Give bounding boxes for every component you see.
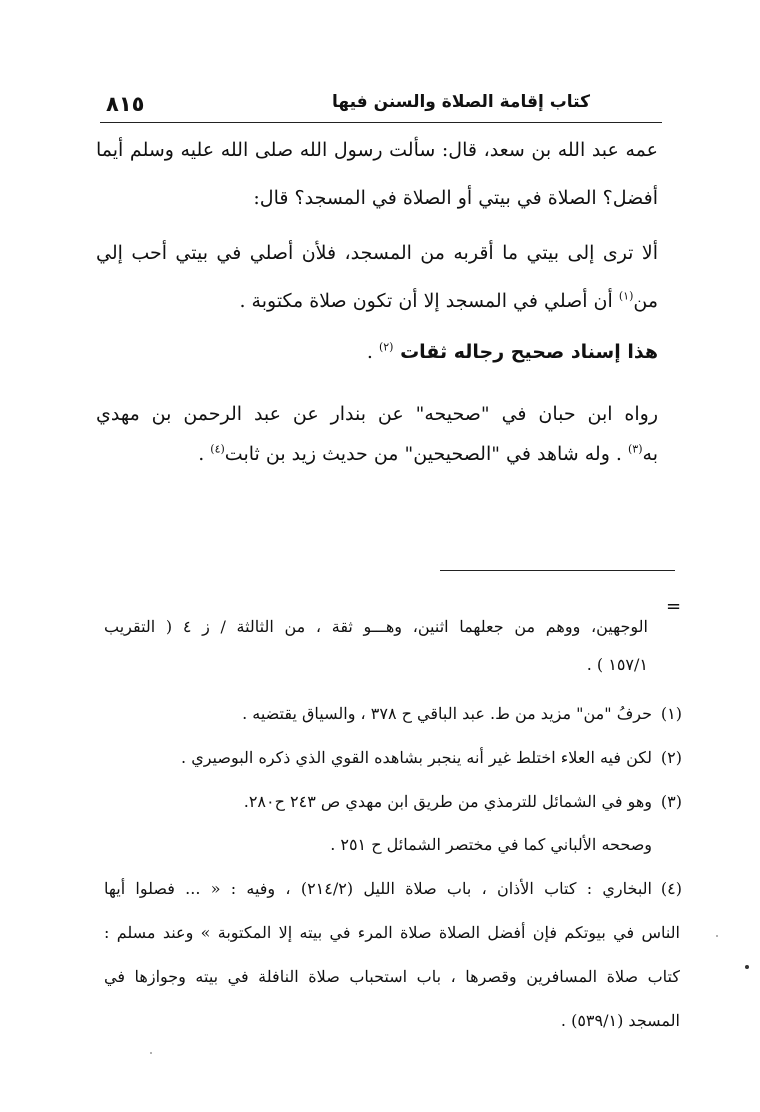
page-number: ٨١٥ xyxy=(106,92,145,116)
footnote-2-text: لكن فيه العلاء اختلط غير أنه ينجبر بشاهده القوي الذي ذكره البوصيري . xyxy=(181,748,652,767)
para2-line2-start: من xyxy=(633,290,658,312)
scan-speck xyxy=(716,935,718,937)
footnote-4-line1: البخاري : كتاب الأذان ، باب صلاة الليل (٢١٤/٢) ، وفيه : « ... فصلوا أيها xyxy=(104,879,653,898)
footnote-separator xyxy=(440,570,675,571)
para3-line2-end: . xyxy=(198,443,211,465)
continuation-line1: الوجهين، ووهم من جعلهما اثنين، وهـــو ثقة ، من الثالثة / ز ٤ ( التقريب xyxy=(104,617,648,636)
footnote-3-line1: وهو في الشمائل للترمذي من طريق ابن مهدي ص ٢٤٣ ح٢٨٠. xyxy=(243,792,652,811)
footnote-4-number: (٤) xyxy=(660,879,682,898)
footnote-ref-4[interactable]: (٤) xyxy=(210,442,225,456)
footnote-ref-1[interactable]: (١) xyxy=(618,289,634,303)
para1-line1: عمه عبد الله بن سعد، قال: سألت رسول الله صلى الله عليه وسلم أيما xyxy=(96,139,658,161)
book-title: كتاب إقامة الصلاة والسنن فيها xyxy=(331,92,591,112)
para3-line1: رواه ابن حبان في "صحيحه" عن بندار عن عبد الرحمن بن مهدي xyxy=(96,403,658,425)
footnote-ref-2[interactable]: (٢) xyxy=(378,340,394,354)
para3-line2-mid: . وله شاهد في "الصحيحين" من حديث زيد بن ثابت xyxy=(224,443,628,465)
grade-line xyxy=(96,332,658,372)
footnote-2-number: (٢) xyxy=(660,748,682,767)
para3-line2 xyxy=(96,434,658,474)
footnote-3-number: (٣) xyxy=(660,792,682,811)
grade-end: . xyxy=(366,341,379,363)
footnote-3-line2: وصححه الألباني كما في مختصر الشمائل ح ٢٥١ . xyxy=(330,835,652,854)
para3-line2-start: به xyxy=(642,443,658,465)
scan-speck xyxy=(150,1052,152,1054)
footnote-4-line4: المسجد (٥٣٩/١) . xyxy=(560,1011,680,1030)
footnote-ref-3[interactable]: (٣) xyxy=(628,442,643,456)
continuation-mark: = xyxy=(666,596,682,617)
para2-line1: ألا ترى إلى بيتي ما أقربه من المسجد، فلأن أصلي في بيتي أحب إلي xyxy=(96,242,658,264)
scan-dot xyxy=(745,965,749,969)
footnote-4-line3: كتاب صلاة المسافرين وقصرها ، باب استحباب صلاة النافلة في بيته وجوازها في xyxy=(104,967,680,986)
para2-line2 xyxy=(96,281,658,321)
para2-line2-rest: أن أصلي في المسجد إلا أن تكون صلاة مكتوبة . xyxy=(239,290,619,312)
para1-line2: أفضل؟ الصلاة في بيتي أو الصلاة في المسجد؟ قال: xyxy=(253,187,658,209)
footnote-4-line2: الناس في بيوتكم فإن أفضل الصلاة صلاة المرء في بيته إلا المكتوبة » وعند مسلم : xyxy=(104,923,680,942)
footnote-1-number: (١) xyxy=(660,704,682,723)
footnote-1-text: حرفُ "من" مزيد من ط. عبد الباقي ح ٣٧٨ ، والسياق يقتضيه . xyxy=(242,704,652,723)
continuation-line2: ١٥٧/١ ) . xyxy=(586,655,648,674)
grade-text: هذا إسناد صحيح رجاله ثقات xyxy=(393,341,658,363)
page-header xyxy=(100,90,662,123)
